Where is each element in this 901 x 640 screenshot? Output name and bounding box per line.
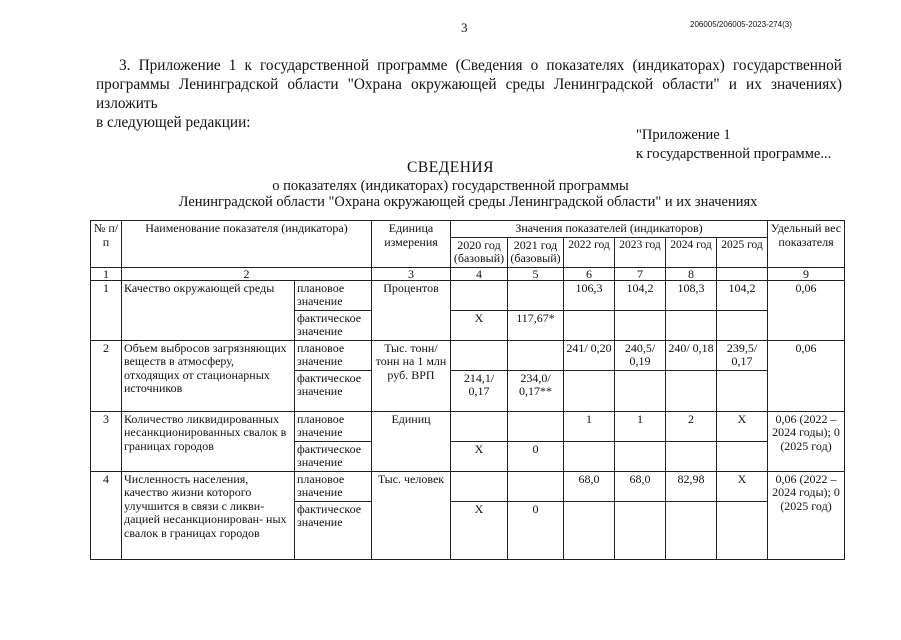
value-cell: 117,67* xyxy=(508,310,564,340)
value-cell xyxy=(717,441,768,471)
weight-cell: 0,06 (2022 – 2024 годы); 0 (2025 год) xyxy=(768,471,845,559)
value-cell xyxy=(564,441,615,471)
value-cell xyxy=(508,411,564,441)
value-cell: 234,0/ 0,17** xyxy=(508,370,564,411)
value-cell xyxy=(615,310,666,340)
value-cell xyxy=(717,501,768,559)
intro-paragraph xyxy=(96,56,842,132)
weight-cell: 0,06 xyxy=(768,340,845,411)
header-year-2021: 2021 год (базовый) xyxy=(508,237,564,267)
value-cell xyxy=(508,471,564,501)
unit-cell: Тыс. тонн/тонн на 1 млн руб. ВРП xyxy=(372,340,451,411)
planned-label: плановое значение xyxy=(295,411,372,441)
col-number: 4 xyxy=(451,267,508,280)
planned-label: плановое значение xyxy=(295,471,372,501)
indicator-name: Объем выбросов загрязняющих веществ в атмосферу, отходящих от стационарных источников xyxy=(122,340,295,411)
col-number: 6 xyxy=(564,267,615,280)
value-cell xyxy=(615,441,666,471)
header-name: Наименование показателя (индикатора) xyxy=(122,221,372,268)
value-cell: 1 xyxy=(615,411,666,441)
value-cell xyxy=(717,370,768,411)
value-cell xyxy=(615,501,666,559)
value-cell xyxy=(451,340,508,370)
col-number: 7 xyxy=(615,267,666,280)
value-cell: Х xyxy=(717,471,768,501)
indicator-name: Количество ликвидированных несанкционированных свалок в границах городов xyxy=(122,411,295,471)
col-number: 1 xyxy=(91,267,122,280)
actual-label: фактическое значение xyxy=(295,370,372,411)
value-cell: Х xyxy=(451,310,508,340)
row-num: 1 xyxy=(91,280,122,340)
actual-label: фактическое значение xyxy=(295,501,372,559)
col-number: 9 xyxy=(768,267,845,280)
value-cell: 240/ 0,18 xyxy=(666,340,717,370)
value-cell: 241/ 0,20 xyxy=(564,340,615,370)
header-year-2022: 2022 год xyxy=(564,237,615,267)
intro-line-3: в следующей редакции: xyxy=(96,114,251,131)
value-cell: 108,3 xyxy=(666,280,717,310)
value-cell: 104,2 xyxy=(717,280,768,310)
value-cell: 0 xyxy=(508,501,564,559)
col-number: 5 xyxy=(508,267,564,280)
indicator-name: Качество окружающей среды xyxy=(122,280,295,340)
unit-cell: Тыс. человек xyxy=(372,471,451,559)
table-row xyxy=(91,340,845,370)
value-cell: 2 xyxy=(666,411,717,441)
weight-cell: 0,06 (2022 – 2024 годы); 0 (2025 год) xyxy=(768,411,845,471)
value-cell xyxy=(666,370,717,411)
document-subtitle-2: Ленинградской области "Охрана окружающей среды Ленинградской области" и их значениях xyxy=(178,194,758,210)
header-row-1 xyxy=(91,221,845,238)
value-cell xyxy=(564,370,615,411)
row-num: 4 xyxy=(91,471,122,559)
value-cell xyxy=(615,370,666,411)
value-cell xyxy=(451,280,508,310)
header-num: № п/п xyxy=(91,221,122,268)
row-num: 3 xyxy=(91,411,122,471)
row-num: 2 xyxy=(91,340,122,411)
header-year-2020: 2020 год (базовый) xyxy=(451,237,508,267)
value-cell: 240,5/ 0,19 xyxy=(615,340,666,370)
appendix-line-1: "Приложение 1 xyxy=(636,127,731,143)
value-cell: 239,5/ 0,17 xyxy=(717,340,768,370)
value-cell: 68,0 xyxy=(615,471,666,501)
value-cell: 1 xyxy=(564,411,615,441)
col-number xyxy=(717,267,768,280)
value-cell: Х xyxy=(451,501,508,559)
value-cell: 68,0 xyxy=(564,471,615,501)
table-row xyxy=(91,471,845,501)
value-cell: 82,98 xyxy=(666,471,717,501)
intro-line-2: программы Ленинградской области "Охрана окружающей среды Ленинградской области" и их значениях) изложить xyxy=(96,76,842,112)
value-cell xyxy=(666,501,717,559)
value-cell: 106,3 xyxy=(564,280,615,310)
col-number: 8 xyxy=(666,267,717,280)
value-cell xyxy=(717,310,768,340)
planned-label: плановое значение xyxy=(295,280,372,310)
value-cell xyxy=(666,441,717,471)
planned-label: плановое значение xyxy=(295,340,372,370)
col-number: 2 xyxy=(122,267,372,280)
column-number-row xyxy=(91,267,845,280)
table-row xyxy=(91,280,845,310)
weight-cell: 0,06 xyxy=(768,280,845,340)
value-cell: Х xyxy=(717,411,768,441)
value-cell xyxy=(508,280,564,310)
indicator-name: Численность населения, качество жизни которого улучшится в связи с ликви- дацией несанкционирован- ных свалок в границах городов xyxy=(122,471,295,559)
document-subtitle-1: о показателях (индикаторах) государственной программы xyxy=(272,178,629,194)
header-values-group: Значения показателей (индикаторов) xyxy=(451,221,768,238)
document-id: 206005/206005-2023-274(3) xyxy=(690,20,792,29)
value-cell xyxy=(564,501,615,559)
value-cell xyxy=(451,411,508,441)
indicators-table xyxy=(90,220,845,560)
header-weight: Удельный вес показателя xyxy=(768,221,845,268)
actual-label: фактическое значение xyxy=(295,441,372,471)
header-year-2023: 2023 год xyxy=(615,237,666,267)
document-title: СВЕДЕНИЯ xyxy=(407,159,494,176)
value-cell xyxy=(564,310,615,340)
value-cell: 0 xyxy=(508,441,564,471)
unit-cell: Единиц xyxy=(372,411,451,471)
value-cell xyxy=(666,310,717,340)
value-cell: Х xyxy=(451,441,508,471)
actual-label: фактическое значение xyxy=(295,310,372,340)
intro-line-1: 3. Приложение 1 к государственной программе (Сведения о показателях (индикаторах) государственной xyxy=(119,57,842,74)
appendix-line-2: к государственной программе... xyxy=(636,146,832,162)
value-cell: 214,1/ 0,17 xyxy=(451,370,508,411)
header-year-2024: 2024 год xyxy=(666,237,717,267)
unit-cell: Процентов xyxy=(372,280,451,340)
header-year-2025: 2025 год xyxy=(717,237,768,267)
value-cell: 104,2 xyxy=(615,280,666,310)
header-unit: Единица измерения xyxy=(372,221,451,268)
page-number: 3 xyxy=(461,20,468,35)
value-cell xyxy=(508,340,564,370)
col-number: 3 xyxy=(372,267,451,280)
table-row xyxy=(91,411,845,441)
value-cell xyxy=(451,471,508,501)
